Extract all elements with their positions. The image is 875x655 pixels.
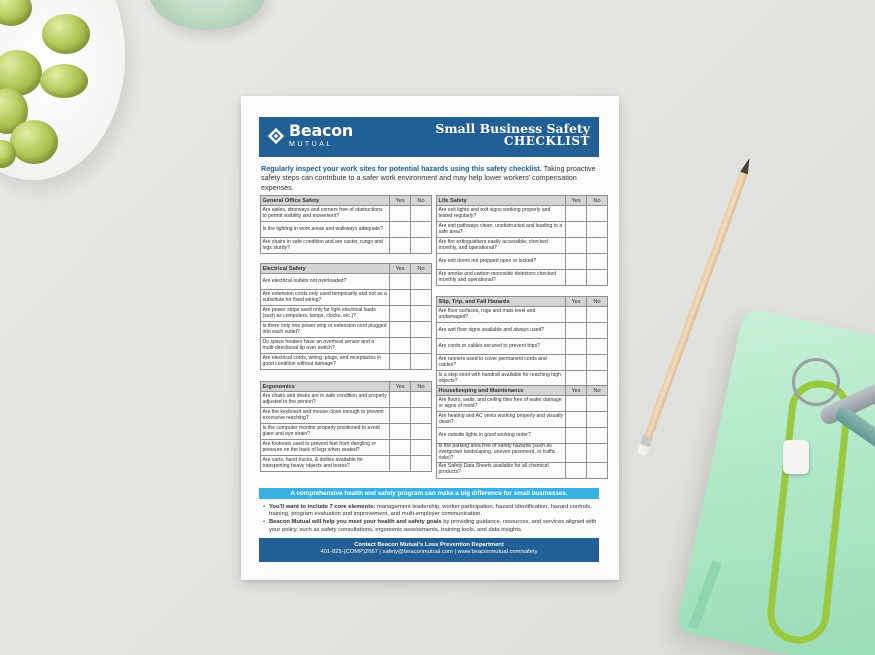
checklist-row <box>437 254 608 270</box>
yes-checkbox <box>566 444 587 463</box>
no-header: No <box>587 386 608 396</box>
checklist-row <box>261 392 432 408</box>
safety-checklist-document <box>241 96 619 580</box>
checklist-question: Are power strips used only for light electrical loads (such as computers, lamps, clocks, etc.)? <box>261 306 390 322</box>
checklist-question: Are exit pathways clean, unobstructed and leading to a safe area? <box>437 222 566 238</box>
checklist-row <box>437 412 608 428</box>
no-checkbox <box>587 412 608 428</box>
yes-checkbox <box>390 238 411 254</box>
checklist-row <box>437 206 608 222</box>
yes-header: Yes <box>566 297 587 307</box>
yes-checkbox <box>566 270 587 286</box>
checklist-row <box>437 238 608 254</box>
yes-header: Yes <box>390 264 411 274</box>
no-checkbox <box>587 396 608 412</box>
checklist-row <box>437 444 608 463</box>
bullet-text: by providing guidance, resources, and services aligned with your policy, such as safety consultations, ergonomic assessments, training tools, and data insights. <box>269 519 597 533</box>
no-checkbox <box>411 392 432 408</box>
beacon-logo <box>267 123 353 148</box>
checklist-row <box>437 270 608 286</box>
no-checkbox <box>587 254 608 270</box>
checklist-row <box>261 206 432 222</box>
no-checkbox <box>587 270 608 286</box>
no-header: No <box>411 196 432 206</box>
yes-checkbox <box>390 338 411 354</box>
no-checkbox <box>587 222 608 238</box>
document-title <box>435 122 590 148</box>
no-checkbox <box>587 444 608 463</box>
checklist-table <box>436 385 608 479</box>
checklist-question: Are exit doors not propped open or locked? <box>437 254 566 270</box>
checklist-question: Are the keyboard and mouse close enough to prevent excessive reaching? <box>261 408 390 424</box>
checklist-row <box>261 238 432 254</box>
bullet-core-elements <box>269 504 599 518</box>
yes-checkbox <box>566 307 587 323</box>
no-checkbox <box>411 456 432 472</box>
grape <box>10 120 58 164</box>
section-title: Slip, Trip, and Fall Hazards <box>437 297 566 307</box>
glass-vase <box>150 0 265 30</box>
no-checkbox <box>411 306 432 322</box>
no-checkbox <box>587 206 608 222</box>
yes-checkbox <box>390 392 411 408</box>
checklist-row <box>261 408 432 424</box>
checklist-section <box>260 381 432 472</box>
no-header: No <box>587 297 608 307</box>
section-title: General Office Safety <box>261 196 390 206</box>
yes-checkbox <box>390 222 411 238</box>
yes-checkbox <box>566 254 587 270</box>
yes-checkbox <box>390 440 411 456</box>
checklist-question: Do space heaters have an overheat sensor and a multi-directional tip over switch? <box>261 338 390 354</box>
no-checkbox <box>587 238 608 254</box>
checklist-table <box>260 263 432 370</box>
yes-checkbox <box>390 306 411 322</box>
bullet-text: management leadership, worker participation, hazard identification, hazard controls, training, program evaluation and improvement, and multi-employer communication. <box>269 504 592 518</box>
yes-checkbox <box>566 396 587 412</box>
checklist-row <box>437 323 608 339</box>
checklist-row <box>261 440 432 456</box>
checklist-question: Are chairs and desks are in safe condition and properly adjusted to the person? <box>261 392 390 408</box>
no-checkbox <box>587 307 608 323</box>
checklist-section <box>436 296 608 387</box>
checklist-row <box>261 424 432 440</box>
checklist-question: Are wet floor signs available and always used? <box>437 323 566 339</box>
yes-checkbox <box>390 354 411 370</box>
no-checkbox <box>411 222 432 238</box>
checklist-section <box>260 263 432 370</box>
yes-checkbox <box>390 424 411 440</box>
no-checkbox <box>411 440 432 456</box>
checklist-question: Is a step stool with handrail available for reaching high objects? <box>437 371 566 387</box>
yes-header: Yes <box>390 196 411 206</box>
checklist-question: Are smoke and carbon monoxide detectors checked monthly and operational? <box>437 270 566 286</box>
no-checkbox <box>411 206 432 222</box>
checklist-table <box>436 296 608 387</box>
checklist-question: Are exit lights and exit signs working properly and tested regularly? <box>437 206 566 222</box>
checklist-table <box>260 381 432 472</box>
checklist-question: Is the lighting in work areas and walkways adequate? <box>261 222 390 238</box>
intro-bold: Regularly inspect your work sites for potential hazards using this safety checklist. <box>261 164 542 173</box>
checklist-row <box>261 456 432 472</box>
checklist-question: Are outside lights in good working order? <box>437 428 566 444</box>
checklist-row <box>261 274 432 290</box>
checklist-question: Are electrical outlets not overloaded? <box>261 274 390 290</box>
yes-checkbox <box>566 238 587 254</box>
tagline-bar: A comprehensive health and safety program can make a big difference for small businesses. <box>259 488 599 499</box>
checklist-question: Are electrical cords, wiring, plugs, and receptacles in good condition without damage? <box>261 354 390 370</box>
checklist-row <box>261 306 432 322</box>
grape <box>40 64 88 98</box>
title-line-1: Small Business Safety <box>435 121 590 136</box>
yes-checkbox <box>566 222 587 238</box>
checklist-question: Are cords or cables secured to prevent trips? <box>437 339 566 355</box>
yes-checkbox <box>390 206 411 222</box>
yes-checkbox <box>566 355 587 371</box>
checklist-row <box>437 222 608 238</box>
checklist-question: Are floors, walls, and ceiling tiles free of water damage or signs of mold? <box>437 396 566 412</box>
footer-contact: 401-825-(COMP)2667 | safety@beaconmutual.com | www.beaconmutual.com/safety <box>320 549 538 556</box>
no-checkbox <box>587 323 608 339</box>
grape <box>42 14 90 54</box>
checklist-question: Is there only one power strip or extension cord plugged into each outlet? <box>261 322 390 338</box>
yes-checkbox <box>566 206 587 222</box>
no-checkbox <box>411 290 432 306</box>
lanyard-clip <box>783 440 809 474</box>
checklist-row <box>261 322 432 338</box>
pencil-tip <box>740 157 753 175</box>
no-checkbox <box>587 355 608 371</box>
contact-footer <box>259 538 599 562</box>
logo-subtitle: MUTUAL <box>289 141 333 148</box>
section-title: Housekeeping and Maintenance <box>437 386 566 396</box>
no-header: No <box>411 264 432 274</box>
intro-paragraph <box>261 164 599 192</box>
checklist-row <box>261 290 432 306</box>
checklist-row <box>261 338 432 354</box>
no-checkbox <box>587 462 608 478</box>
section-title: Ergonomics <box>261 382 390 392</box>
yes-checkbox <box>566 339 587 355</box>
checklist-row <box>437 307 608 323</box>
checklist-question: Are extension cords only used temporarily and not as a substitute for fixed wiring? <box>261 290 390 306</box>
no-checkbox <box>587 339 608 355</box>
bullet-bold: Beacon Mutual will help you meet your health and safety goals <box>269 519 442 526</box>
beacon-logo-icon <box>267 127 285 145</box>
checklist-question: Are heating and AC vents working properly and visually clean? <box>437 412 566 428</box>
yes-header: Yes <box>566 196 587 206</box>
checklist-section <box>260 195 432 254</box>
yes-checkbox <box>390 456 411 472</box>
pencil-eraser <box>637 444 650 457</box>
yes-header: Yes <box>390 382 411 392</box>
yes-checkbox <box>390 408 411 424</box>
checklist-row <box>437 339 608 355</box>
checklist-row <box>437 462 608 478</box>
no-checkbox <box>411 238 432 254</box>
yes-checkbox <box>390 274 411 290</box>
yes-checkbox <box>566 428 587 444</box>
no-checkbox <box>411 274 432 290</box>
yes-checkbox <box>566 412 587 428</box>
key-ring <box>792 358 840 406</box>
no-checkbox <box>411 322 432 338</box>
checklist-question: Is the computer monitor properly positioned to avoid glare and eye strain? <box>261 424 390 440</box>
section-title: Electrical Safety <box>261 264 390 274</box>
no-checkbox <box>411 424 432 440</box>
no-header: No <box>411 382 432 392</box>
checklist-question: Are fire extinguishers easily accessible, checked monthly, and operational? <box>437 238 566 254</box>
checklist-question: Are carts, hand trucks, & dollies available for transporting heavy objects and boxes? <box>261 456 390 472</box>
intro-rest: Taking proactive safety steps can contribute to a safer work environment and may help lower workers' compensation expenses. <box>261 164 596 192</box>
checklist-question: Is the parking area free of safety hazards (such as overgrown landscaping, uneven pavement, or traffic risks)? <box>437 444 566 463</box>
yes-checkbox <box>390 322 411 338</box>
no-checkbox <box>411 338 432 354</box>
no-checkbox <box>411 354 432 370</box>
checklist-table <box>260 195 432 254</box>
checklist-row <box>261 222 432 238</box>
checklist-table <box>436 195 608 286</box>
checklist-row <box>437 355 608 371</box>
bullet-beacon-help <box>269 519 599 533</box>
no-header: No <box>587 196 608 206</box>
checklist-row <box>437 396 608 412</box>
footer-heading: Contact Beacon Mutual's Loss Prevention Department <box>354 542 504 548</box>
yes-checkbox <box>566 462 587 478</box>
checklist-row <box>261 354 432 370</box>
title-line-2: CHECKLIST <box>503 134 590 149</box>
yes-checkbox <box>566 323 587 339</box>
checklist-row <box>437 428 608 444</box>
checklist-section <box>436 385 608 479</box>
checklist-question: Are Safety Data Sheets available for all chemical products? <box>437 462 566 478</box>
checklist-question: Are aisles, doorways and corners free of obstructions to permit visibility and movement? <box>261 206 390 222</box>
logo-name: Beacon <box>289 121 353 140</box>
info-bullets <box>269 504 599 535</box>
header-banner <box>259 117 599 157</box>
checklist-question: Are floor surfaces, rugs and mats level and undamaged? <box>437 307 566 323</box>
section-title: Life Safety <box>437 196 566 206</box>
no-checkbox <box>411 408 432 424</box>
checklist-section <box>436 195 608 286</box>
bullet-bold: You'll want to include 7 core elements: <box>269 504 376 510</box>
yes-checkbox <box>390 290 411 306</box>
no-checkbox <box>587 428 608 444</box>
checklist-question: Are runners used to cover permanent cords and cables? <box>437 355 566 371</box>
checklist-question: Are footrests used to prevent feet from dangling or pressure on the back of legs when seated? <box>261 440 390 456</box>
checklist-question: Are chairs in safe condition and are caster, rungs and legs sturdy? <box>261 238 390 254</box>
yes-header: Yes <box>566 386 587 396</box>
